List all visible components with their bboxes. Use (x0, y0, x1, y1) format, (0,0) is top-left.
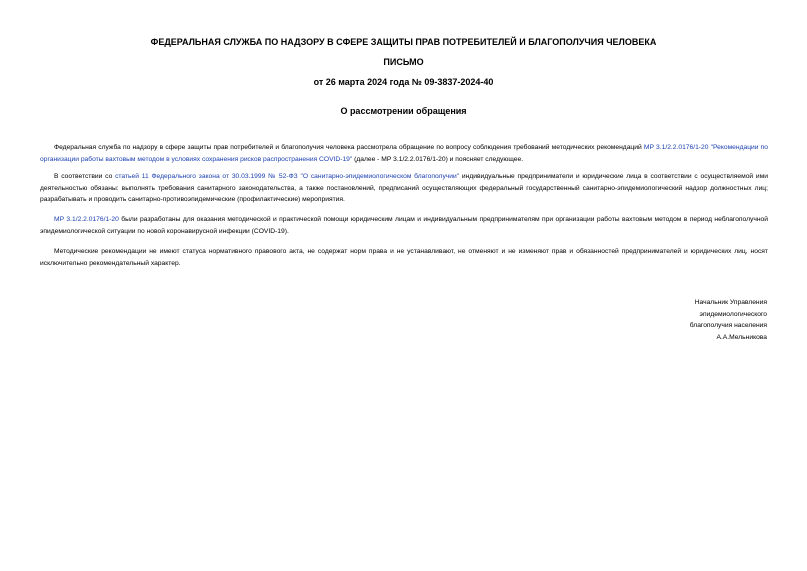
document-subject: О рассмотрении обращения (340, 106, 467, 116)
mr-recommendations-link[interactable]: МР 3.1/2.2.0176/1-20 "Рекомендации по организации работы вахтовым методом в условиях сохранения рисков распространения COVID-19" (40, 144, 768, 163)
signature-position-line-3: благополучия населения (689, 322, 767, 329)
signature-position-line-2: эпидемиологического (699, 310, 767, 318)
paragraph-2-text-after: индивидуальные предприниматели и юридические лица в соответствии с осуществляемой ими деятельностью обязаны: выполнять требования санитарного законодательства, а также постановлений, предписаний осуществляющих федеральный государственный санитарно-эпидемиологический надзор должностных лиц; разрабатывать и проводить санитарно-противоэпидемические (профилактические) мероприятия. (40, 173, 768, 203)
document-type: ПИСЬМО (383, 57, 424, 67)
paragraph-1-text-before: Федеральная служба по надзору в сфере защиты прав потребителей и благополучия человека рассмотрела обращение по вопросу соблюдения требований методических рекомендаций (54, 144, 644, 151)
mr-short-link[interactable]: МР 3.1/2.2.0176/1-20 (54, 216, 119, 223)
paragraph-3 (40, 214, 768, 237)
paragraph-2 (40, 171, 768, 206)
paragraph-1-text-after: (далее - МР 3.1/2.2.0176/1-20) и поясняет следующее. (352, 155, 524, 163)
signature-name: А.А.Мельникова (716, 333, 767, 341)
agency-title: ФЕДЕРАЛЬНАЯ СЛУЖБА ПО НАДЗОРУ В СФЕРЕ ЗАЩИТЫ ПРАВ ПОТРЕБИТЕЛЕЙ И БЛАГОПОЛУЧИЯ ЧЕЛОВЕКА (150, 37, 657, 47)
federal-law-link[interactable]: статьей 11 Федерального закона от 30.03.1999 № 52-ФЗ "О санитарно-эпидемиологическом благополучии" (115, 173, 460, 180)
paragraph-2-text-before: В соответствии со (54, 173, 116, 180)
paragraph-4-text: Методические рекомендации не имеют статуса нормативного правового акта, не содержат норм права и не устанавливают, не отменяют и не изменяют прав и обязанностей предпринимателей и юридических лиц, носят исключительно рекомендательный характер. (40, 248, 768, 267)
paragraph-4 (40, 246, 768, 269)
paragraph-3-text-after: были разработаны для оказания методической и практической помощи юридическим лицам и индивидуальным предпринимателям при организации работы вахтовым методом в период неблагополучной эпидемиологической ситуации по новой коронавирусной инфекции (COVID-19). (40, 216, 768, 235)
document-date-number: от 26 марта 2024 года № 09-3837-2024-40 (313, 77, 494, 87)
signature-block (690, 297, 767, 343)
paragraph-1 (40, 142, 768, 165)
signature-position-line-1: Начальник Управления (694, 299, 767, 306)
